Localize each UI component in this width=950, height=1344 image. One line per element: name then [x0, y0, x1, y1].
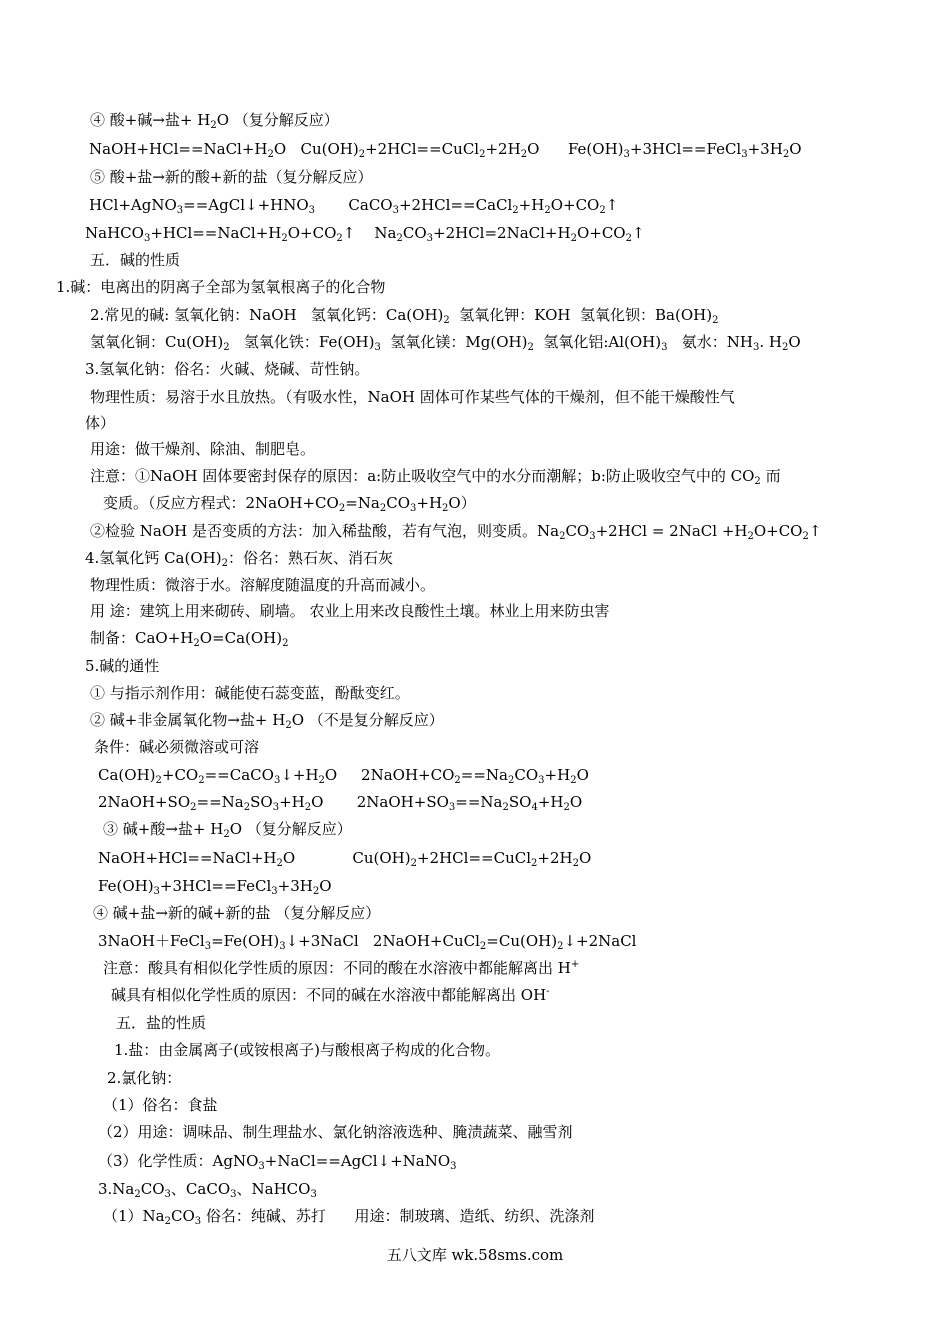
text-line: 制备：$CaO+H_2O=Ca(OH)_2$	[90, 629, 289, 649]
text-line: 物理性质：微溶于水。溶解度随温度的升高而减小。	[90, 576, 436, 594]
text-line: 4.氢氧化钙 $Ca(OH)_2$：俗名：熟石灰、消石灰	[85, 549, 393, 569]
text-line: （3）化学性质：AgNO$_3$+NaCl==AgCl↓+NaNO$_3$	[98, 1152, 457, 1172]
text-line: $3.Na_2CO_3$、CaCO$_3$、NaHCO$_3$	[98, 1180, 317, 1200]
text-line: 物理性质：易溶于水且放热。（有吸水性，NaOH 固体可作某些气体的干燥剂，但不能干燥酸性气	[90, 388, 735, 406]
text-line: ②检验 NaOH 是否变质的方法：加入稀盐酸，若有气泡，则变质。$Na_2CO_3+2HCl$ = 2NaCl $+H_2O+CO_2↑$	[90, 522, 822, 542]
text-line: 碱具有相似化学性质的原因：不同的碱在水溶液中都能解离出 OH-	[111, 986, 550, 1004]
text-line: 用 途：建筑上用来砌砖、刷墙。 农业上用来改良酸性土壤。林业上用来防虫害	[90, 602, 610, 620]
text-line: $NaHCO_3+HCl==NaCl+H_2O+CO_2↑$ $Na_2CO_3+2HCl=2NaCl+H_2O+CO_2↑$	[85, 224, 645, 244]
text-line: （1）俗名：食盐	[103, 1096, 218, 1114]
text-line: $Fe(OH)_3+3HCl==FeCl_3+3H_2O$	[98, 877, 332, 897]
text-line: 1.盐：由金属离子(或铵根离子)与酸根离子构成的化合物。	[114, 1041, 501, 1059]
text-line: ② 碱+非金属氧化物→盐+ $H_2O$ （不是复分解反应）	[90, 711, 444, 731]
text-line: ⑤ 酸+盐→新的酸+新的盐（复分解反应）	[90, 168, 373, 186]
text-line: 注意：①NaOH 固体要密封保存的原因：a:防止吸收空气中的水分而潮解；b:防止吸收空气中的 $CO_2$ 而	[90, 467, 781, 487]
text-line: $NaOH+HCl==NaCl+H_2O$ $Cu(OH)_2+2HCl==CuCl_2+2H_2O$ $Fe(OH)_3+3HCl==FeCl_3+3H_2O$	[89, 140, 802, 160]
text-line: ③ 碱+酸→盐+ $H_2O$ （复分解反应）	[103, 820, 352, 840]
page-footer: 五八文库 wk.58sms.com	[386, 1246, 564, 1264]
text-line: 5.碱的通性	[85, 657, 160, 675]
text-line: 条件：碱必须微溶或可溶	[94, 738, 260, 756]
text-line: 2.氯化钠：	[107, 1069, 182, 1087]
text-line: $Ca(OH)_2+CO_2==CaCO_3↓+H_2O$ $2NaOH+CO_2==Na_2CO_3+H_2O$	[98, 766, 589, 786]
text-line: （2）用途：调味品、制生理盐水、氯化钠溶液选种、腌渍蔬菜、融雪剂	[98, 1123, 573, 1141]
text-line: 3.氢氧化钠：俗名：火碱、烧碱、苛性钠。	[85, 360, 370, 378]
text-line: ① 与指示剂作用：碱能使石蕊变蓝，酚酞变红。	[90, 684, 410, 702]
text-line: 用途：做干燥剂、除油、制肥皂。	[90, 440, 316, 458]
text-line: $HCl+AgNO_3==AgCl↓+HNO_3$ $CaCO_3+2HCl==CaCl_2+H_2O+CO_2↑$	[89, 196, 619, 216]
text-line: $3NaOH+FeCl_3=Fe(OH)_3↓+3NaCl$ $2NaOH+CuCl_2=Cu(OH)_2↓+2NaCl$	[98, 932, 637, 952]
text-line: 2.常见的碱: 氢氧化钠：NaOH 氢氧化钙：$Ca(OH)_2$ 氢氧化钾：KOH 氢氧化钡：$Ba(OH)_2$	[90, 306, 719, 326]
text-line: 1.碱：电离出的阴离子全部为氢氧根离子的化合物	[56, 278, 386, 296]
text-line: ④ 酸+碱→盐+ $H_2O$ （复分解反应）	[90, 111, 339, 131]
text-line: 体）	[85, 414, 116, 432]
text-line: $(1)Na_2CO_3$ 俗名：纯碱、苏打 用途：制玻璃、造纸、纺织、洗涤剂	[103, 1207, 595, 1227]
text-line: 氢氧化铜：$Cu(OH)_2$ 氢氧化铁：$Fe(OH)_3$ 氢氧化镁：$Mg(OH)_2$ 氢氧化铝$:Al(OH)_3$ 氨水：$NH_3$. $H_2O$	[90, 333, 801, 353]
text-line: $NaOH+HCl==NaCl+H_2O$ $Cu(OH)_2+2HCl==CuCl_2+2H_2O$	[98, 849, 592, 869]
text-line: ④ 碱+盐→新的碱+新的盐 （复分解反应）	[93, 904, 381, 922]
text-line: 注意：酸具有相似化学性质的原因：不同的酸在水溶液中都能解离出 H+	[103, 959, 580, 977]
section-heading: 五．碱的性质	[90, 251, 181, 269]
text-line: 变质。（反应方程式：$2NaOH+CO_2=Na_2CO_3+H_2O$）	[103, 494, 476, 514]
text-line: $2NaOH+SO_2==Na_2SO_3+H_2O$ $2NaOH+SO_3==Na_2SO_4+H_2O$	[98, 793, 583, 813]
section-heading: 五．盐的性质	[116, 1014, 207, 1032]
